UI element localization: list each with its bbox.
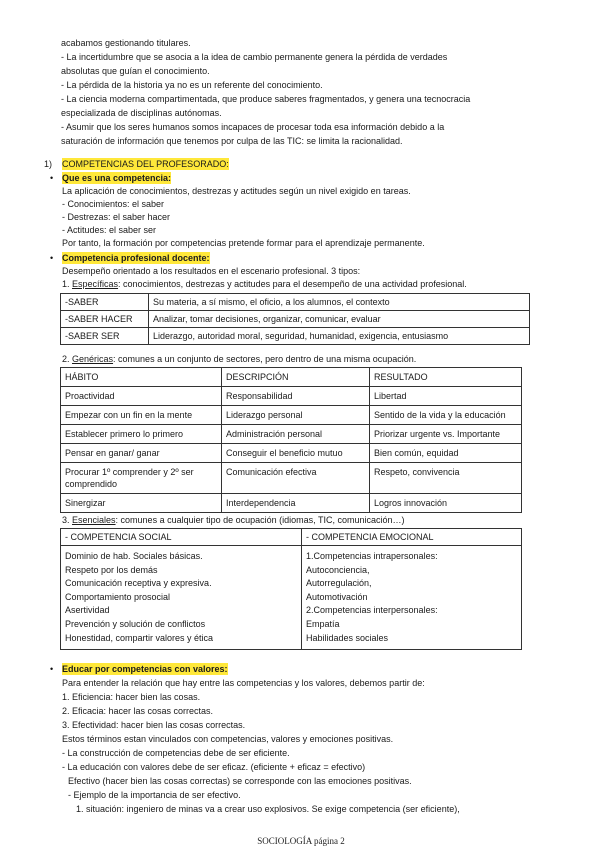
table-row [61,546,522,650]
list-item: Automotivación [306,591,368,602]
table-header-cell: DESCRIPCIÓN [222,368,370,387]
table-cell: Sentido de la vida y la educación [370,406,522,425]
list-item: Habilidades sociales [306,632,389,643]
list-item: Honestidad, compartir valores y ética [65,632,214,643]
table-row [61,406,522,425]
competencia-line-5: Por tanto, la formación por competencias pretende formar para el aprendizaje permanente. [62,238,425,248]
bullet-icon: • [50,253,54,263]
table-cell: Sinergizar [61,494,222,513]
genericas-prefix: 2. [62,354,73,364]
valores-line-10: 1. situación: ingeniero de minas va a crear uso explosivos. Se exige competencia (ser eficiente), [76,804,460,814]
especificas-table [60,293,530,345]
competencia-line-4: - Actitudes: el saber ser [62,225,157,235]
list-item: Dominio de hab. Sociales básicas. [65,551,203,561]
table-cell: Liderazgo personal [222,406,370,425]
list-item: Comportamiento prosocial [65,591,171,602]
competencia-line-2: - Conocimientos: el saber [62,199,165,209]
table-cell: Libertad [370,387,522,406]
valores-line-1: Para entender la relación que hay entre las competencias y los valores, debemos partir de: [62,678,425,688]
valores-line-3: 2. Eficacia: hacer las cosas correctas. [62,706,214,716]
especificas-label: Específicas [72,279,119,289]
list-item: Autorregulación, [306,578,372,589]
valores-heading: Educar por competencias con valores: [62,664,228,674]
list-item: Autoconciencia, [306,564,370,575]
table-cell: Priorizar urgente vs. Importante [370,425,522,444]
valores-line-2: 1. Eficiencia: hacer bien las cosas. [62,692,201,702]
valores-line-4: 3. Efectividad: hacer bien las cosas correctas. [62,720,246,730]
genericas-table [60,367,522,513]
competencia-emocional-cell [302,546,522,650]
table-row [61,425,522,444]
intro-line-7: - Asumir que los seres humanos somos incapaces de procesar toda esa información debido a la [61,122,445,132]
esenciales-label: Esenciales [72,515,116,525]
esenciales-prefix: 3. [62,515,73,525]
table-cell: Pensar en ganar/ ganar [61,444,222,463]
table-cell: Respeto, convivencia [370,463,522,494]
competencia-line-3: - Destrezas: el saber hacer [62,212,171,222]
table-cell: Empezar con un fin en la mente [61,406,222,425]
especificas-line [62,278,467,290]
table-cell: Conseguir el beneficio mutuo [222,444,370,463]
table-header-cell: - COMPETENCIA EMOCIONAL [302,529,522,546]
intro-line-2: - La incertidumbre que se asocia a la idea de cambio permanente genera la pérdida de verdades [61,52,448,62]
genericas-rest: : comunes a un conjunto de sectores, pero dentro de una misma ocupación. [113,354,417,364]
table-cell: Comunicación efectiva [222,463,370,494]
list-item: Comunicación receptiva y expresiva. [65,578,212,589]
table-cell: -SABER HACER [61,311,149,328]
table-row [61,494,522,513]
competencia-social-cell [61,546,302,650]
table-cell: Establecer primero lo primero [61,425,222,444]
table-row [61,328,530,345]
genericas-label: Genéricas [72,354,114,364]
competencia-profesional-heading: Competencia profesional docente: [62,253,210,263]
table-cell: Responsabilidad [222,387,370,406]
table-cell: Interdependencia [222,494,370,513]
table-cell: Analizar, tomar decisiones, organizar, comunicar, evaluar [149,311,530,328]
intro-line-8: saturación de información que tenemos por culpa de las TIC: se limita la racionalidad. [61,136,403,146]
list-item: Asertividad [65,605,110,616]
section-title: COMPETENCIAS DEL PROFESORADO: [62,159,229,169]
list-item: 1.Competencias intrapersonales: [306,551,438,561]
valores-line-5: Estos términos estan vinculados con competencias, valores y emociones positivas. [62,734,394,744]
table-cell: Proactividad [61,387,222,406]
esenciales-rest: : comunes a cualquier tipo de ocupación (idiomas, TIC, comunicación…) [115,515,405,525]
table-row [61,444,522,463]
competencia-line-1: La aplicación de conocimientos, destrezas y actitudes según un nivel exigido en tareas. [62,186,411,196]
intro-line-6: especializada de disciplinas autónomas. [61,108,222,118]
bullet-icon: • [50,173,54,183]
table-cell: Liderazgo, autoridad moral, seguridad, humanidad, exigencia, entusiasmo [149,328,530,345]
genericas-line [62,353,416,365]
esenciales-table [60,528,522,650]
table-cell: Bien común, equidad [370,444,522,463]
page-footer: SOCIOLOGÍA página 2 [257,836,345,846]
table-cell: Administración personal [222,425,370,444]
valores-line-7: - La educación con valores debe de ser eficaz. (eficiente + eficaz = efectivo) [62,762,366,772]
intro-line-1: acabamos gestionando titulares. [61,38,191,48]
valores-line-9: - Ejemplo de la importancia de ser efectivo. [68,790,241,800]
bullet-icon: • [50,664,54,674]
table-row [61,463,522,494]
list-item: 2.Competencias interpersonales: [306,605,438,616]
table-row [61,387,522,406]
intro-line-3: absolutas que guían el conocimiento. [61,66,210,76]
intro-line-4: - La pérdida de la historia ya no es un referente del conocimiento. [61,80,323,90]
table-header-cell: - COMPETENCIA SOCIAL [61,529,302,546]
list-item: Prevención y solución de conflictos [65,618,206,629]
table-header-cell: HÁBITO [61,368,222,387]
table-header-cell: RESULTADO [370,368,522,387]
list-item: Respeto por los demás [65,564,158,575]
table-row [61,294,530,311]
table-cell: Procurar 1º comprender y 2º ser comprendido [61,463,222,494]
valores-line-8: Efectivo (hacer bien las cosas correctas) se corresponde con las emociones positivas. [68,776,412,786]
especificas-rest: : conocimientos, destrezas y actitudes para el desempeño de una actividad profesional. [118,279,467,289]
table-header-row [61,529,522,546]
table-cell: -SABER SER [61,328,149,345]
competencia-profesional-line: Desempeño orientado a los resultados en el escenario profesional. 3 tipos: [62,266,361,276]
table-cell: -SABER [61,294,149,311]
table-cell: Logros innovación [370,494,522,513]
esenciales-line [62,514,405,526]
especificas-prefix: 1. [62,279,73,289]
valores-line-6: - La construcción de competencias debe de ser eficiente. [62,748,290,758]
table-row [61,311,530,328]
list-item: Empatía [306,618,340,629]
section-number: 1) [44,159,53,169]
table-header-row [61,368,522,387]
table-cell: Su materia, a sí mismo, el oficio, a los alumnos, el contexto [149,294,530,311]
competencia-heading: Que es una competencia: [62,173,172,183]
intro-line-5: - La ciencia moderna compartimentada, que produce saberes fragmentados, y genera una tecnocracia [61,94,471,104]
